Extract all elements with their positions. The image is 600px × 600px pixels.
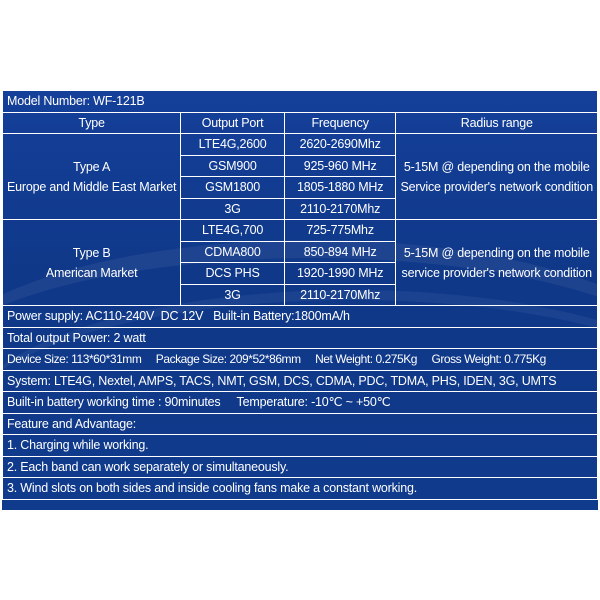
output-power-line: Total output Power: 2 watt	[3, 327, 598, 349]
type-a-radius	[396, 134, 598, 220]
feature-item: 3. Wind slots on both sides and inside cooling fans make a constant working.	[3, 478, 598, 500]
radius-line: Service provider's network condition	[400, 179, 593, 194]
spec-line-row	[3, 456, 598, 478]
header-frequency: Frequency	[284, 112, 396, 134]
type-a-cell	[3, 134, 181, 220]
output-port: CDMA800	[181, 241, 285, 263]
spec-line-row	[3, 306, 598, 328]
frequency: 850-894 MHz	[284, 241, 396, 263]
header-type: Type	[3, 112, 181, 134]
spec-line-row	[3, 478, 598, 500]
spec-line-row	[3, 435, 598, 457]
radius-line: service provider's network condition	[401, 265, 592, 280]
frequency: 725-775Mhz	[284, 220, 396, 242]
output-port: 3G	[181, 284, 285, 306]
type-b-name: Type B	[72, 245, 111, 260]
feature-heading: Feature and Advantage:	[3, 413, 598, 435]
model-number: Model Number: WF-121B	[3, 91, 598, 113]
power-supply-line: Power supply: AC110-240V DC 12V Built-in Battery:1800mA/h	[3, 306, 598, 328]
output-port: LTE4G,700	[181, 220, 285, 242]
output-port: GSM1800	[181, 177, 285, 199]
table-row	[3, 134, 598, 156]
output-port: DCS PHS	[181, 263, 285, 285]
spec-line-row	[3, 370, 598, 392]
radius-line: 5-15M @ depending on the mobile	[403, 245, 590, 260]
spec-table	[2, 90, 598, 500]
model-row	[3, 91, 598, 113]
frequency: 925-960 MHz	[284, 155, 396, 177]
radius-line: 5-15M @ depending on the mobile	[403, 159, 590, 174]
spec-line-row	[3, 413, 598, 435]
frequency: 1805-1880 MHz	[284, 177, 396, 199]
spec-sheet	[2, 90, 598, 510]
header-output-port: Output Port	[181, 112, 285, 134]
frequency: 2110-2170Mhz	[284, 198, 396, 220]
type-b-market: American Market	[45, 265, 138, 280]
spec-line-row	[3, 392, 598, 414]
frequency: 1920-1990 MHz	[284, 263, 396, 285]
frequency: 2110-2170Mhz	[284, 284, 396, 306]
type-b-cell	[3, 220, 181, 306]
type-b-radius	[396, 220, 598, 306]
frequency: 2620-2690Mhz	[284, 134, 396, 156]
output-port: GSM900	[181, 155, 285, 177]
system-line: System: LTE4G, Nextel, AMPS, TACS, NMT, GSM, DCS, CDMA, PDC, TDMA, PHS, IDEN, 3G, UMTS	[3, 370, 598, 392]
type-a-name: Type A	[73, 159, 111, 174]
size-weight-line: Device Size: 113*60*31mm Package Size: 209*52*86mm Net Weight: 0.275Kg Gross Weight: 0.775Kg	[3, 349, 598, 371]
spec-line-row	[3, 349, 598, 371]
output-port: 3G	[181, 198, 285, 220]
feature-item: 2. Each band can work separately or simultaneously.	[3, 456, 598, 478]
feature-item: 1. Charging while working.	[3, 435, 598, 457]
output-port: LTE4G,2600	[181, 134, 285, 156]
battery-temperature-line: Built-in battery working time : 90minutes Temperature: -10℃ ~ +50℃	[3, 392, 598, 414]
spec-line-row	[3, 327, 598, 349]
type-a-market: Europe and Middle East Market	[7, 179, 177, 194]
header-radius-range: Radius range	[396, 112, 598, 134]
header-row	[3, 112, 598, 134]
table-row	[3, 220, 598, 242]
